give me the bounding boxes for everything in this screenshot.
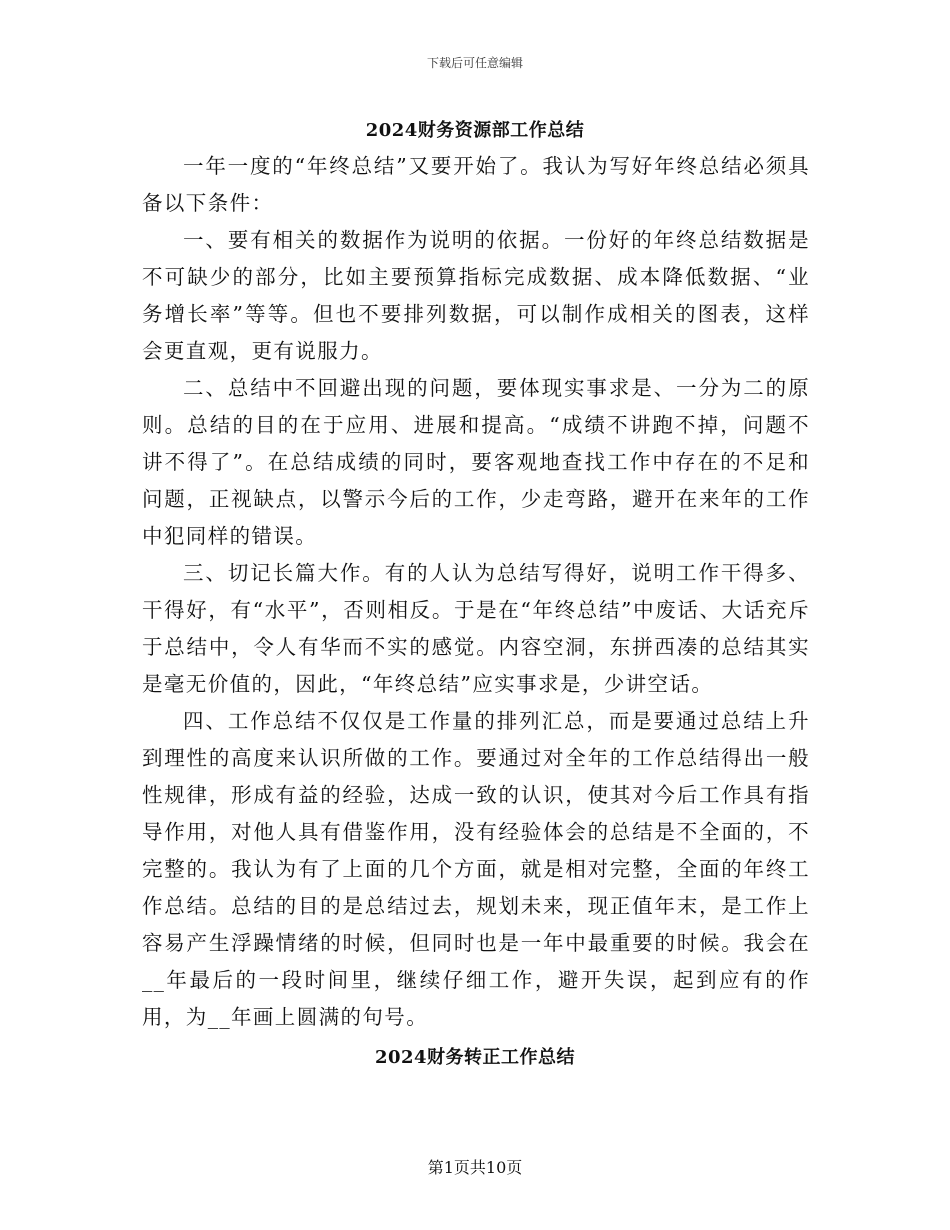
paragraph-point-1: 一、要有相关的数据作为说明的依据。一份好的年终总结数据是不可缺少的部分，比如主要预算指标完成数据、成本降低数据、“业务增长率”等等。但也不要排列数据，可以制作成相关的图表，这样会更直观，更有说服力。 [142,228,810,363]
body-text [142,148,810,1036]
paragraph-intro: 一年一度的“年终总结”又要开始了。我认为写好年终总结必须具备以下条件： [142,154,810,215]
document-title: 2024财务资源部工作总结 [365,120,585,141]
page-number: 第1页共10页 [427,1158,523,1177]
paragraph-point-3: 三、切记长篇大作。有的人认为总结写得好，说明工作干得多、干得好，有“水平”，否则相反。于是在“年终总结”中废话、大话充斥于总结中，令人有华而不实的感觉。内容空洞，东拼西凑的总结其实是毫无价值的，因此，“年终总结”应实事求是，少讲空话。 [142,561,810,696]
paragraph-point-4: 四、工作总结不仅仅是工作量的排列汇总，而是要通过总结上升到理性的高度来认识所做的工作。要通过对全年的工作总结得出一般性规律，形成有益的经验，达成一致的认识，使其对今后工作具有指导作用，对他人具有借鉴作用，没有经验体会的总结是不全面的，不完整的。我认为有了上面的几个方面，就是相对完整，全面的年终工作总结。总结的目的是总结过去，规划未来，现正值年末，是工作上容易产生浮躁情绪的时候，但同时也是一年中最重要的时候。我会在__年最后的一段时间里，继续仔细工作，避开失误，起到应有的作用，为__年画上圆满的句号。 [142,709,810,1029]
paragraph-point-2: 二、总结中不回避出现的问题，要体现实事求是、一分为二的原则。总结的目的在于应用、进展和提高。“成绩不讲跑不掉，问题不讲不得了”。在总结成绩的同时，要客观地查找工作中存在的不足和问题，正视缺点，以警示今后的工作，少走弯路，避开在来年的工作中犯同样的错误。 [142,376,810,548]
next-section-title: 2024财务转正工作总结 [374,1047,576,1068]
header-note: 下载后可任意编辑 [426,56,523,70]
